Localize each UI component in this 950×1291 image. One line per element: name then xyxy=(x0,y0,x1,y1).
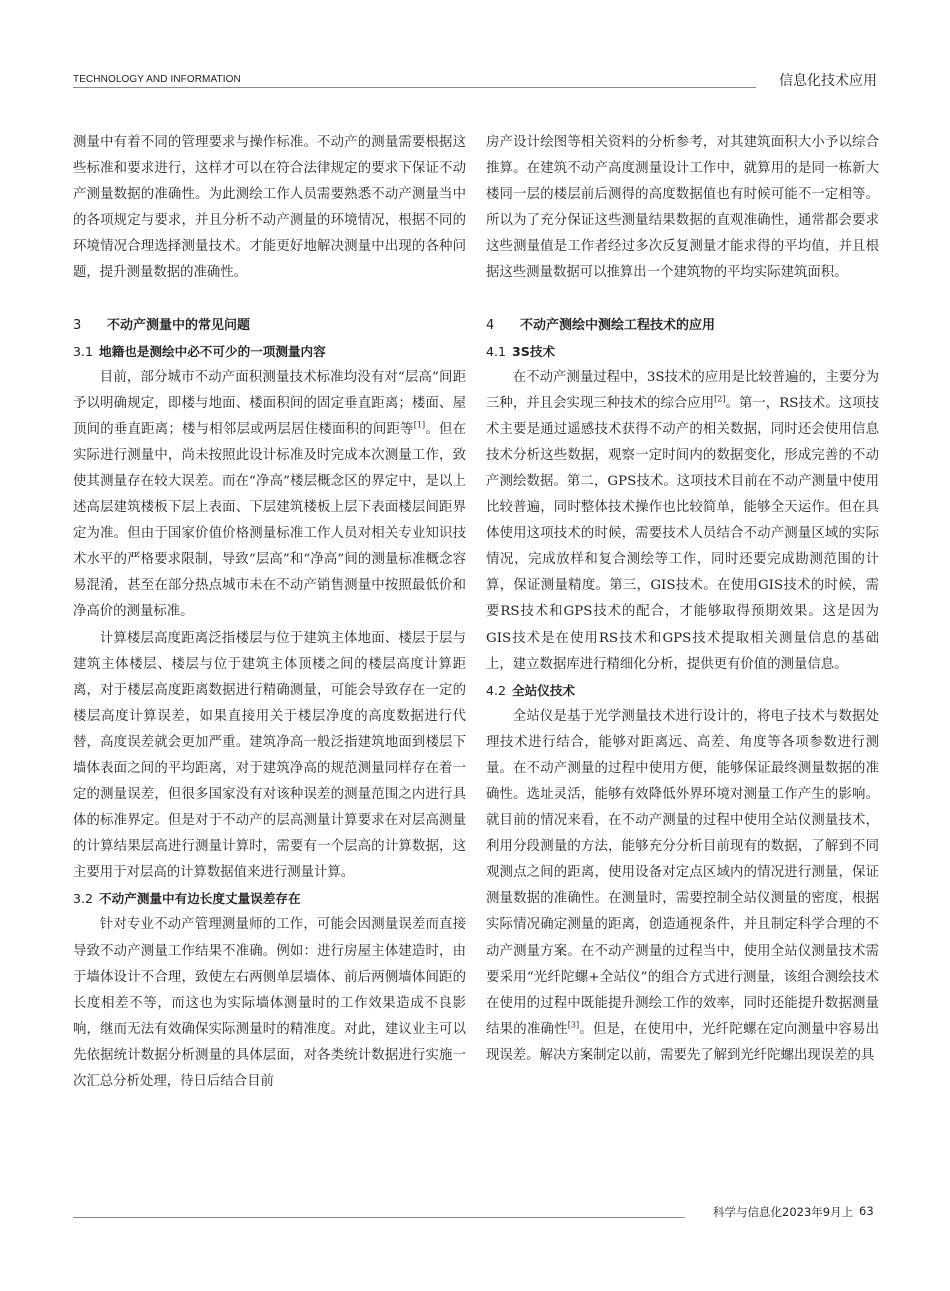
footer-journal-name: 科学与信息化2023年9月上 xyxy=(713,1205,854,1219)
paragraph-text: 全站仪是基于光学测量技术进行设计的，将电子技术与数据处理技术进行结合，能够对距离远、高差、角度等各项参数进行测量。在不动产测量的过程中使用方便，能够保证最终测量数据的准确性。选址灵活，能够有效降低外界环境对测量工作产生的影响。就目前的情况来看，在不动产测量的过程中使用全站仪测量技术，利用分段测量的方法，能够充分分析目前现有的数据，了解到不同观测点之间的距离，使用设备对定点区域内的情况进行测量，保证测量数据的准确性。在测量时，需要控制全站仪测量的密度，根据实际情况确定测量的距离，创造通视条件，并且制定科学合理的不动产测量方案。在不动产测量的过程当中，使用全站仪测量技术需要采用“光纤陀螺+全站仪”的组合方式进行测量，该组合测绘技术在使用的过程中既能提升测绘工作的效率，同时还能提升数据测量结果的准确性 xyxy=(486,708,879,1037)
subsection-title: 地籍也是测绘中必不可少的一项测量内容 xyxy=(99,343,326,359)
section-number: 3 xyxy=(73,317,82,333)
section-title: 不动产测绘中测绘工程技术的应用 xyxy=(520,317,716,333)
paragraph-text: 。但在实际进行测量中，尚未按照此设计标准及时完成本次测量工作，致使其测量存在较大误差。而在“净高”楼层概念区的界定中，是以上述高层建筑楼板下层上表面、下层建筑楼板上层下表面楼层间距界定为准。但由于国家价值价格测量标准工作人员对相关专业知识技术水平的严格要求限制，导致“层高”和“净高”间的测量标准概念容易混淆，甚至在部分热点城市未在不动产销售测量中按照最低价和净高价的测量标准。 xyxy=(73,421,467,620)
paragraph: 针对专业不动产管理测量师的工作，可能会因测量误差而直接导致不动产测量工作结果不准确。例如：进行房屋主体建造时，由于墙体设计不合理，致使左右两侧单层墙体、前后两侧墙体间距的长度相差不等，而这也为实际墙体测量时的工作效果造成不良影响，继而无法有效确保实际测量时的精准度。对此，建议业主可以先依据统计数据分析测量的具体层面，对各类统计数据进行实施一次汇总分析处理，待日后结合目前 xyxy=(73,917,466,1089)
section-heading-3 xyxy=(73,313,466,339)
subsection-title: 不动产测量中有边长度丈量误差存在 xyxy=(99,891,301,907)
subsection-heading-4-1 xyxy=(486,339,879,365)
subsection-number: 4.2 xyxy=(486,682,507,698)
running-header-english: TECHNOLOGY AND INFORMATION xyxy=(73,74,241,85)
header-divider xyxy=(73,87,756,88)
paragraph: 计算楼层高度距离泛指楼层与位于建筑主体地面、楼层于层与建筑主体楼层、楼层与位于建筑主体顶楼之间的楼层高度计算距离，对于楼层高度距离数据进行精确测量，可能会导致存在一定的楼层高度计算误差，如果直接用关于楼层净度的高度数据进行代替，高度误差就会更加严重。建筑净高一般泛指建筑地面到楼层下墙体表面之间的平均距离，对于建筑净高的规范测量同样存在着一定的测量误差，但很多国家没有对该种误差的测量范围之内进行具体的标准界定。但是对于不动产的层高测量计算要求在对层高测量的计算结果层高进行测量计算时，需要有一个层高的计算数据，这主要用于对层高的计算数据值来进行测量计算。 xyxy=(73,630,466,881)
paragraph-text: 。但是，在使用中，光纤陀螺在定向测量中容易出现误差。解决方案制定以前，需要先了解到光纤陀螺出现误差的具 xyxy=(486,1021,880,1063)
subsection-heading-4-2 xyxy=(486,678,879,704)
paragraph-text: 目前，部分城市不动产面积测量技术标准均没有对“层高”间距予以明确规定，即楼与地面、楼面积间的固定垂直距离；楼面、屋顶间的垂直距离；楼与相邻层或两层居住楼面积的间距等 xyxy=(73,369,466,437)
running-header-section: 信息化技术应用 xyxy=(779,73,877,89)
subsection-number: 4.1 xyxy=(486,343,507,359)
paragraph-text: 在不动产测量过程中，3S技术的应用是比较普遍的，主要分为三种，并且会实现三种技术的综合应用 xyxy=(486,369,879,411)
paragraph xyxy=(486,704,879,1069)
subsection-heading-3-2 xyxy=(73,886,466,912)
paragraph xyxy=(486,365,879,678)
section-number: 4 xyxy=(486,317,495,333)
subsection-title: 3S技术 xyxy=(512,343,556,359)
citation-ref: [3] xyxy=(567,1020,580,1030)
paragraph: 测量中有着不同的管理要求与操作标准。不动产的测量需要根据这些标准和要求进行，这样才可以在符合法律规定的要求下保证不动产测量数据的准确性。为此测绘工作人员需要熟悉不动产测量当中的各项规定与要求，并且分析不动产测量的环境情况，根据不同的环境情况合理选择测量技术。才能更好地解决测量中出现的各种问题，提升测量数据的准确性。 xyxy=(73,135,466,281)
subsection-number: 3.2 xyxy=(73,891,94,907)
right-column xyxy=(486,130,879,1069)
paragraph xyxy=(73,365,466,626)
paragraph: 房产设计绘图等相关资料的分析参考，对其建筑面积大小予以综合推算。在建筑不动产高度测量设计工作中，就算用的是同一栋新大楼同一层的楼层前后测得的高度数据值也有时候可能不一定相等。所以为了充分保证这些测量结果数据的直观准确性，通常都会要求这些测量值是工作者经过多次反复测量才能求得的平均值，并且根据这些测量数据可以推算出一个建筑物的平均实际建筑面积。 xyxy=(486,135,879,281)
citation-ref: [1] xyxy=(413,420,426,430)
subsection-title: 全站仪技术 xyxy=(512,682,575,698)
page-number: 63 xyxy=(859,1204,874,1218)
left-column xyxy=(73,130,466,1095)
spacer xyxy=(486,287,879,313)
subsection-number: 3.1 xyxy=(73,343,94,359)
paragraph-text: 。第一，RS技术。这项技术主要是通过遥感技术获得不动产的相关数据，同时还会使用信息技术分析这些数据，观察一定时间内的数据变化，形成完善的不动产测绘数据。第二，GPS技术。这项技术目前在不动产测量中使用比较普遍，同时整体技术操作也比较简单，能够全天运作。但在具体使用这项技术的时候，需要技术人员结合不动产测量区域的实际情况，完成放样和复合测绘等工作，同时还要完成勘测范围的计算，保证测量精度。第三，GIS技术。在使用GIS技术的时候，需要RS技术和GPS技术的配合，才能够取得预期效果。这是因为GIS技术是在使用RS技术和GPS技术提取相关测量信息的基础上，建立数据库进行精细化分析，提供更有价值的测量信息。 xyxy=(486,395,879,672)
citation-ref: [2] xyxy=(714,394,726,404)
section-title: 不动产测量中的常见问题 xyxy=(107,317,251,333)
section-heading-4 xyxy=(486,313,879,339)
subsection-heading-3-1 xyxy=(73,339,466,365)
spacer xyxy=(73,287,466,313)
footer-divider xyxy=(73,1217,685,1218)
